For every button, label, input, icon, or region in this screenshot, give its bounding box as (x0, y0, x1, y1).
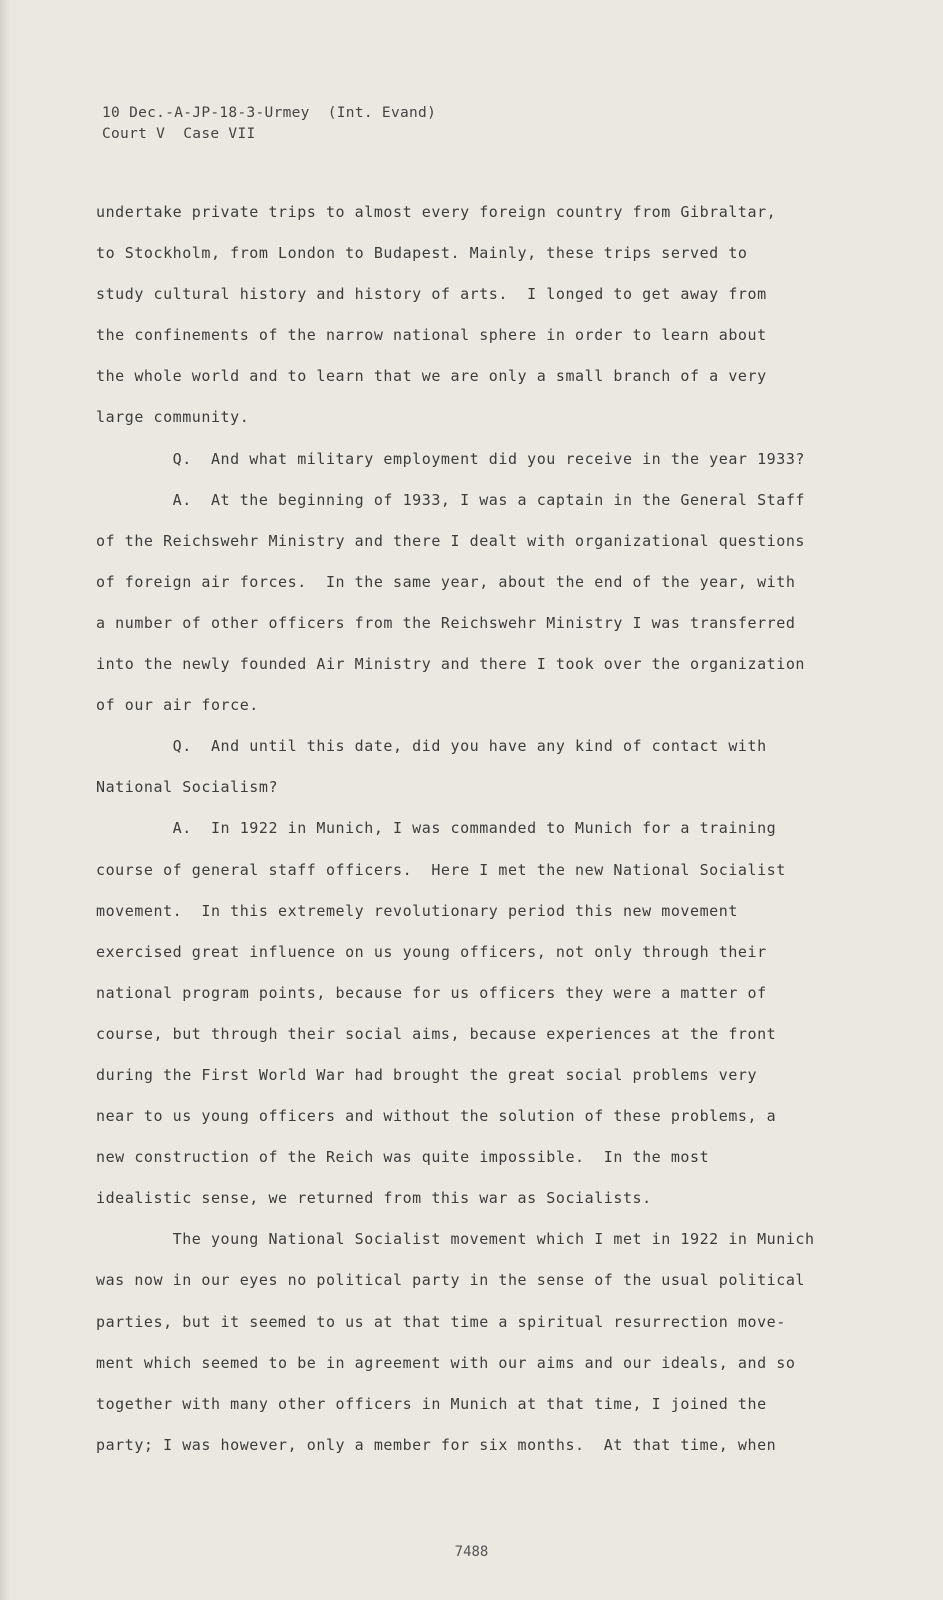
text-line: undertake private trips to almost every foreign country from Gibraltar, (96, 203, 777, 221)
transcript-body (96, 202, 866, 1476)
text-line: study cultural history and history of arts. I longed to get away from (96, 285, 767, 304)
text-line: near to us young officers and without the solution of these problems, a (96, 1107, 777, 1126)
text-line: large community. (96, 408, 250, 427)
document-header (102, 103, 436, 145)
text-line: together with many other officers in Munich at that time, I joined the (96, 1394, 767, 1413)
text-line: during the First World War had brought the great social problems very (96, 1065, 758, 1084)
header-court-case: Court V Case VII (102, 126, 256, 142)
text-line: the whole world and to learn that we are only a small branch of a very (96, 367, 767, 386)
text-line: National Socialism? (96, 778, 279, 797)
text-line: of our air force. (96, 696, 259, 715)
text-line: ment which seemed to be in agreement with our aims and our ideals, and so (96, 1353, 796, 1372)
answer-line: A. At the beginning of 1933, I was a captain in the General Staff (96, 490, 805, 509)
text-line: into the newly founded Air Ministry and there I took over the organization (96, 655, 805, 674)
text-line: exercised great influence on us young officers, not only through their (96, 942, 767, 961)
text-line: was now in our eyes no political party in the sense of the usual political (96, 1271, 805, 1290)
text-line: to Stockholm, from London to Budapest. Mainly, these trips served to (96, 244, 748, 263)
text-line: of the Reichswehr Ministry and there I dealt with organizational questions (96, 531, 805, 550)
text-line: movement. In this extremely revolutionary period this new movement (96, 901, 738, 920)
text-line: national program points, because for us officers they were a matter of (96, 983, 767, 1002)
text-line: idealistic sense, we returned from this war as Socialists. (96, 1189, 652, 1208)
page-number: 7488 (454, 1544, 489, 1560)
text-line: the confinements of the narrow national sphere in order to learn about (96, 326, 767, 345)
header-reference: 10 Dec.-A-JP-18-3-Urmey (Int. Evand) (102, 105, 437, 121)
text-line: parties, but it seemed to us at that time a spiritual resurrection move- (96, 1312, 786, 1331)
answer-line: A. In 1922 in Munich, I was commanded to Munich for a training (96, 819, 777, 838)
text-line: party; I was however, only a member for six months. At that time, when (96, 1435, 777, 1454)
paragraph-start-line: The young National Socialist movement which I met in 1922 in Munich (96, 1230, 815, 1249)
text-line: new construction of the Reich was quite impossible. In the most (96, 1148, 710, 1167)
text-line: a number of other officers from the Reichswehr Ministry I was transferred (96, 613, 796, 632)
text-line: of foreign air forces. In the same year, about the end of the year, with (96, 572, 796, 591)
text-line: course of general staff officers. Here I met the new National Socialist (96, 860, 786, 879)
question-line: Q. And what military employment did you receive in the year 1933? (96, 449, 805, 468)
question-line: Q. And until this date, did you have any kind of contact with (96, 737, 767, 756)
text-line: course, but through their social aims, because experiences at the front (96, 1024, 777, 1043)
